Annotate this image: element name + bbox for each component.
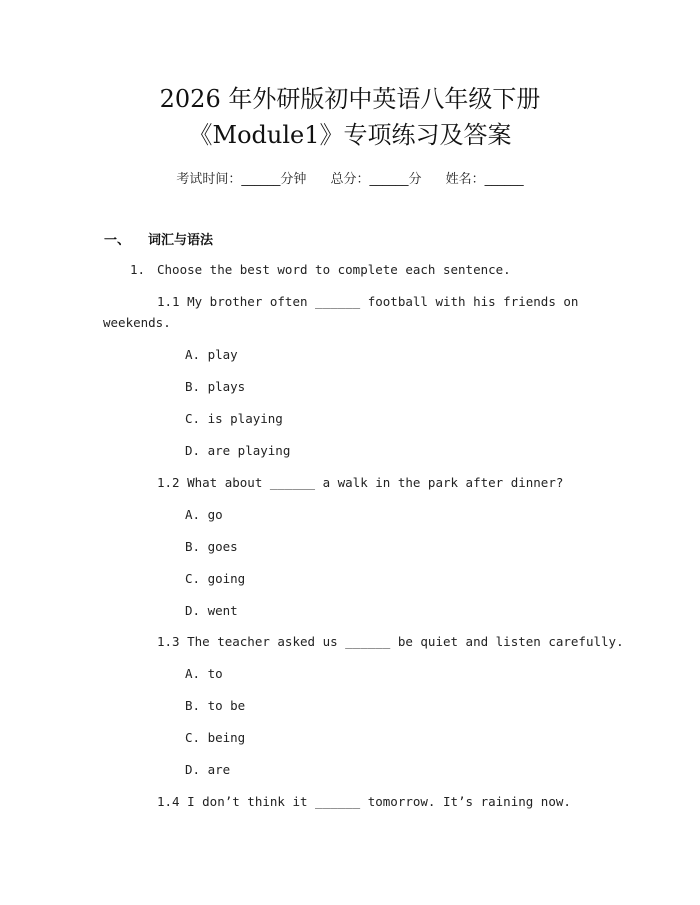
option-d: D. went (185, 603, 238, 618)
option-c: C. going (185, 571, 246, 586)
title-line-1: 2026 年外研版初中英语八年级下册 (159, 85, 541, 113)
option-b: B. goes (185, 539, 238, 554)
section-number: 一、 (104, 233, 131, 248)
student-name: 姓名：______ (445, 172, 524, 187)
exam-info (0, 168, 700, 187)
option-a: A. go (185, 507, 223, 522)
option-c: C. being (185, 730, 246, 745)
option-a: A. play (185, 347, 238, 362)
item-stem: 1.3 The teacher asked us ______ be quiet and listen carefully. (157, 634, 624, 649)
option-d: D. are playing (185, 443, 291, 458)
title-line-2: 《Module1》专项练习及答案 (188, 121, 512, 149)
option-d: D. are (185, 762, 231, 777)
item-stem-continued: weekends. (103, 315, 171, 330)
item-stem: 1.2 What about ______ a walk in the park after dinner? (157, 475, 564, 490)
item-stem: 1.1 My brother often ______ football with his friends on (157, 294, 579, 309)
option-b: B. plays (185, 379, 246, 394)
total-score: 总分：______分 (330, 172, 422, 187)
section-title: 词汇与语法 (148, 233, 214, 248)
exam-time: 考试时间：______分钟 (176, 172, 307, 187)
section-heading (104, 229, 213, 248)
question-number: 1. (130, 262, 146, 277)
option-c: C. is playing (185, 411, 283, 426)
item-stem: 1.4 I don’t think it ______ tomorrow. It’s raining now. (157, 794, 571, 809)
option-b: B. to be (185, 698, 246, 713)
option-a: A. to (185, 666, 223, 681)
question-instruction: Choose the best word to complete each sentence. (157, 262, 511, 277)
